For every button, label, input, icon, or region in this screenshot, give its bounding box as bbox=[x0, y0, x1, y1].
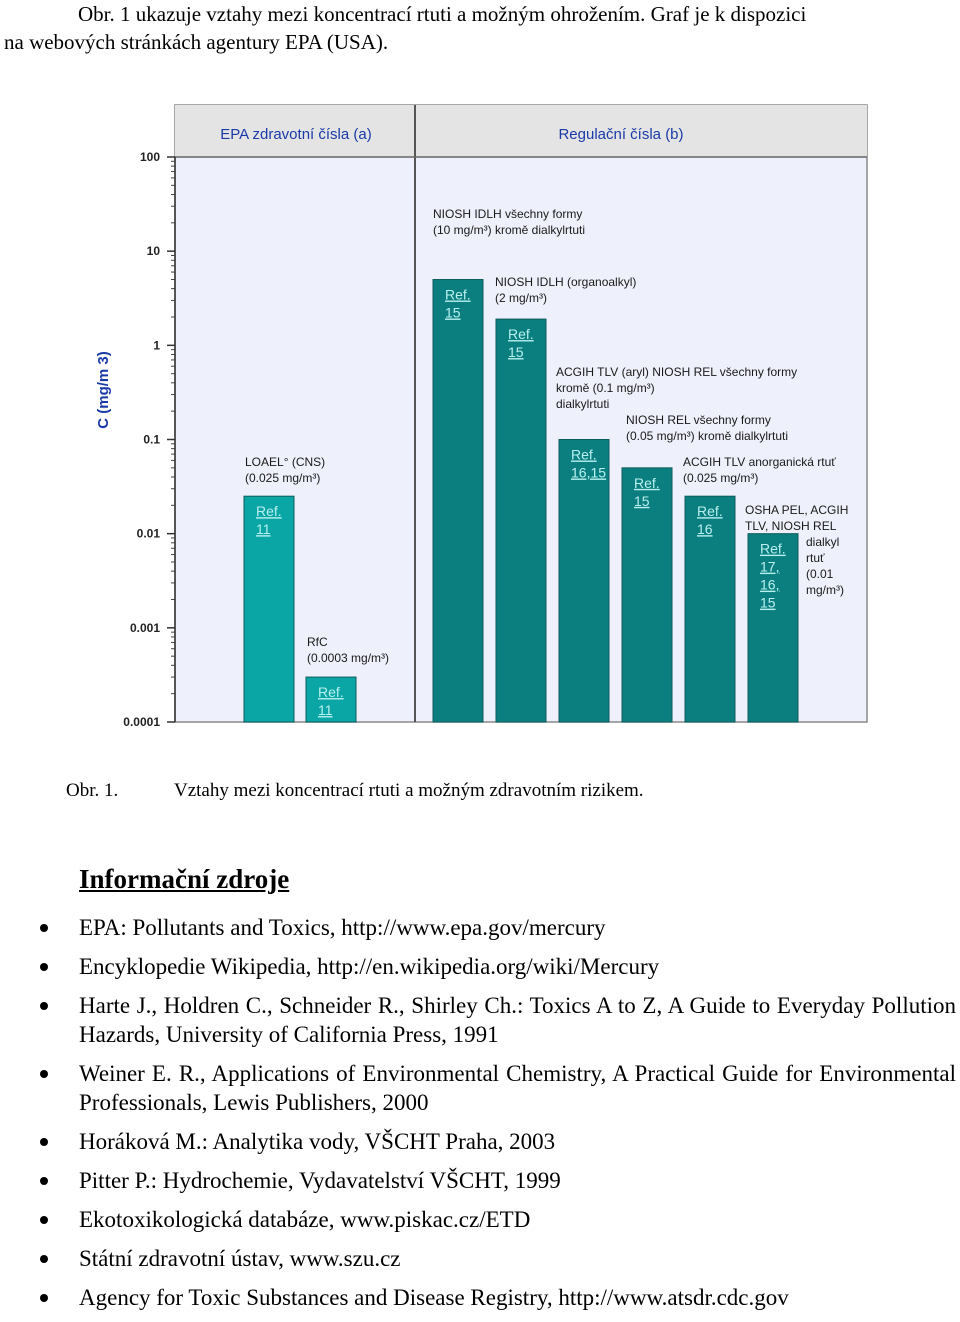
bullet-icon bbox=[40, 1138, 48, 1146]
bar-annotation: LOAEL° (CNS) bbox=[245, 455, 326, 469]
list-item: EPA: Pollutants and Toxics, http://www.epa.gov/mercury bbox=[0, 913, 960, 942]
intro-line-1: Obr. 1 ukazuje vztahy mezi koncentrací rtuti a možným ohrožením. Graf je k dispozici bbox=[78, 2, 807, 26]
bar-ref-label: Ref. bbox=[697, 503, 723, 520]
bar-ref-label: Ref. bbox=[634, 474, 660, 491]
caption-number: Obr. 1. bbox=[66, 780, 119, 801]
group-label: Regulační čísla (b) bbox=[558, 126, 684, 143]
list-item: Weiner E. R., Applications of Environmental Chemistry, A Practical Guide for Environmental Professionals, Lewis Publishers, 2000 bbox=[0, 1059, 960, 1117]
bar bbox=[559, 440, 609, 723]
intro-paragraph bbox=[4, 0, 956, 56]
bar-annotation: (0.01 bbox=[806, 567, 834, 581]
y-tick-label: 0.0001 bbox=[123, 715, 160, 729]
bar-annotation: NIOSH REL všechny formy bbox=[626, 413, 771, 427]
bar-ref-label: Ref. bbox=[256, 503, 282, 520]
mercury-concentration-chart bbox=[0, 90, 960, 750]
list-item: Pitter P.: Hydrochemie, Vydavatelství VŠCHT, 1999 bbox=[0, 1166, 960, 1195]
bar-ref-label: Ref. bbox=[760, 540, 786, 557]
group-label: EPA zdravotní čísla (a) bbox=[220, 126, 372, 143]
bar-ref-label: Ref. bbox=[571, 446, 597, 463]
bar bbox=[433, 280, 483, 722]
bar-ref-label: Ref. bbox=[318, 684, 344, 701]
sources-list bbox=[0, 913, 960, 1322]
bar-ref-label: 15 bbox=[508, 344, 524, 361]
list-item: Agency for Toxic Substances and Disease Registry, http://www.atsdr.cdc.gov bbox=[0, 1283, 960, 1312]
bar-annotation: TLV, NIOSH REL bbox=[745, 519, 837, 533]
list-item: Státní zdravotní ústav, www.szu.cz bbox=[0, 1244, 960, 1273]
bar-ref-label: 15 bbox=[760, 594, 776, 611]
bar-annotation: (10 mg/m³) kromě dialkylrtuti bbox=[433, 223, 586, 237]
caption-text: Vztahy mezi koncentrací rtuti a možným zdravotním rizikem. bbox=[174, 780, 644, 801]
bar-annotation: (0.025 mg/m³) bbox=[683, 471, 759, 485]
bar-ref-label: 11 bbox=[318, 702, 333, 719]
list-item: Ekotoxikologická databáze, www.piskac.cz/ETD bbox=[0, 1205, 960, 1234]
y-tick-label: 100 bbox=[139, 150, 160, 164]
bar-ref-label: 11 bbox=[256, 521, 271, 538]
sources-heading: Informační zdroje bbox=[79, 864, 290, 894]
y-tick-label: 10 bbox=[146, 244, 160, 259]
bar-annotation: rtuť bbox=[806, 551, 825, 565]
bullet-icon bbox=[40, 924, 48, 932]
bar-ref-label: 16,15 bbox=[571, 464, 607, 481]
bar-ref-label: Ref. bbox=[445, 286, 471, 303]
bar-annotation: (0.0003 mg/m³) bbox=[307, 651, 390, 665]
bar-annotation: mg/m³) bbox=[806, 583, 844, 597]
list-item: Encyklopedie Wikipedia, http://en.wikipedia.org/wiki/Mercury bbox=[0, 952, 960, 981]
bar-ref-label: 15 bbox=[634, 492, 650, 509]
bullet-icon bbox=[40, 1294, 48, 1302]
bar-annotation: NIOSH IDLH (organoalkyl) bbox=[495, 275, 637, 289]
y-axis-title: C (mg/m 3) bbox=[95, 351, 112, 429]
bar-annotation: ACGIH TLV anorganická rtuť bbox=[683, 455, 836, 469]
bar-ref-label: Ref. bbox=[508, 326, 534, 343]
bullet-icon bbox=[40, 1070, 48, 1078]
y-tick-label: 0.1 bbox=[143, 432, 160, 447]
bar-annotation: dialkyl bbox=[806, 535, 840, 549]
intro-line-2: na webových stránkách agentury EPA (USA). bbox=[4, 30, 389, 54]
bar bbox=[496, 319, 546, 722]
bar-ref-label: 16, bbox=[760, 576, 780, 593]
bullet-icon bbox=[40, 1177, 48, 1185]
bar-annotation: NIOSH IDLH všechny formy bbox=[433, 207, 583, 221]
bar-annotation: (0.025 mg/m³) bbox=[245, 471, 321, 485]
bullet-icon bbox=[40, 1002, 48, 1010]
bar-annotation: OSHA PEL, ACGIH bbox=[745, 503, 849, 517]
bullet-icon bbox=[40, 1216, 48, 1224]
bar-annotation: kromě (0.1 mg/m³) bbox=[556, 381, 655, 395]
y-tick-label: 0.001 bbox=[129, 620, 160, 635]
y-tick-label: 0.01 bbox=[136, 526, 160, 541]
bar-annotation: (0.05 mg/m³) kromě dialkylrtuti bbox=[626, 429, 789, 443]
y-tick-label: 1 bbox=[153, 338, 160, 353]
bar-annotation: RfC bbox=[307, 635, 328, 649]
bar-annotation: ACGIH TLV (aryl) NIOSH REL všechny formy bbox=[556, 365, 798, 379]
bullet-icon bbox=[40, 1255, 48, 1263]
bar-ref-label: 17, bbox=[760, 558, 780, 575]
list-item: Horáková M.: Analytika vody, VŠCHT Praha, 2003 bbox=[0, 1127, 960, 1156]
bar-annotation: dialkylrtuti bbox=[556, 397, 610, 411]
bar-ref-label: 16 bbox=[697, 521, 713, 538]
bar-annotation: (2 mg/m³) bbox=[495, 291, 547, 305]
bar-ref-label: 15 bbox=[445, 304, 461, 321]
bullet-icon bbox=[40, 963, 48, 971]
list-item: Harte J., Holdren C., Schneider R., Shirley Ch.: Toxics A to Z, A Guide to Everyday Pollution Hazards, University of California Press, 1991 bbox=[0, 991, 960, 1049]
